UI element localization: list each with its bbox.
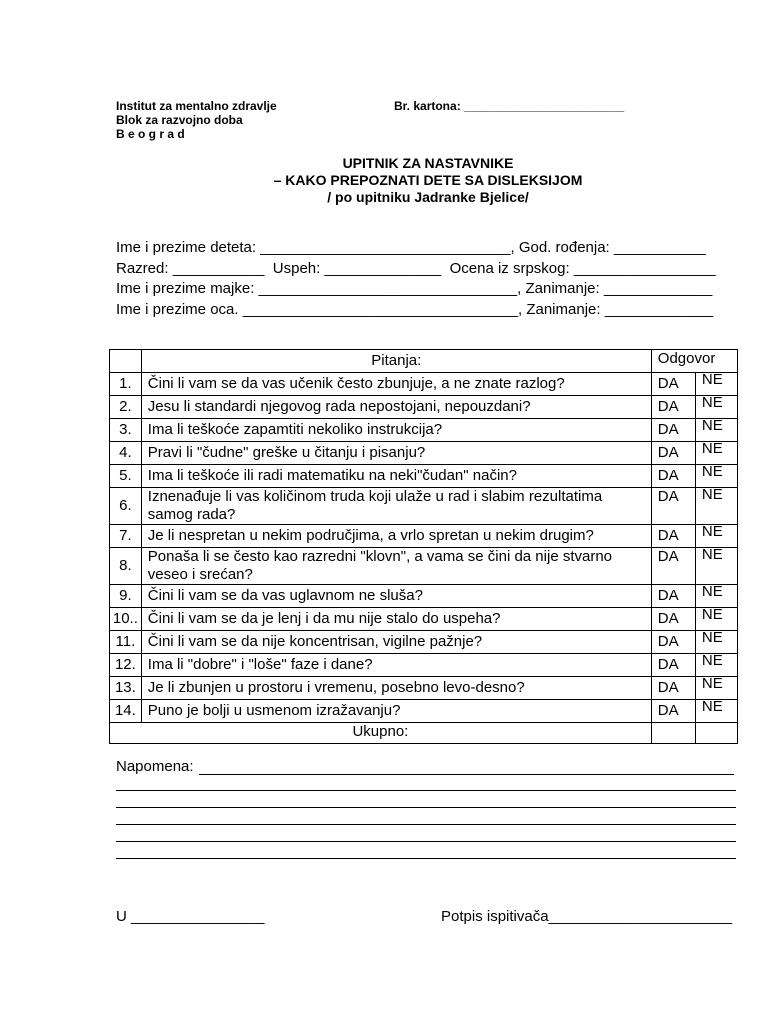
table-row xyxy=(110,654,738,677)
question-text: Čini li vam se da nije koncentrisan, vigilne pažnje? xyxy=(141,631,651,654)
table-row xyxy=(110,677,738,700)
question-text: Čini li vam se da je lenj i da mu nije stalo do uspeha? xyxy=(141,608,651,631)
notes-line[interactable] xyxy=(116,858,736,859)
header-question-cell: Pitanja: xyxy=(141,350,651,373)
examiner-signature-field[interactable]: Potpis ispitivača______________________ xyxy=(441,908,733,925)
father-field[interactable]: Ime i prezime oca. _________________________________, Zanimanje: _____________ xyxy=(116,301,714,318)
question-number: 12. xyxy=(110,654,142,677)
answer-yes[interactable]: DA xyxy=(651,488,695,525)
question-number: 8. xyxy=(110,548,142,585)
table-row xyxy=(110,396,738,419)
answer-yes[interactable]: DA xyxy=(651,373,695,396)
question-text: Puno je bolji u usmenom izražavanju? xyxy=(141,700,651,723)
class-grade-field[interactable]: Razred: ___________ Uspeh: ______________ Ocena iz srpskog: _________________ xyxy=(116,260,716,277)
notes-label: Napomena: xyxy=(116,758,198,775)
question-number: 2. xyxy=(110,396,142,419)
notes-line[interactable] xyxy=(199,774,734,775)
table-row xyxy=(110,631,738,654)
question-text: Pravi li "čudne" greške u čitanju i pisanju? xyxy=(141,442,651,465)
question-number: 1. xyxy=(110,373,142,396)
header-num-cell xyxy=(110,350,142,373)
answer-no[interactable]: NE xyxy=(695,442,737,465)
answer-yes[interactable]: DA xyxy=(651,654,695,677)
question-text: Čini li vam se da vas uglavnom ne sluša? xyxy=(141,585,651,608)
answer-no[interactable]: NE xyxy=(695,654,737,677)
answer-no[interactable]: NE xyxy=(695,631,737,654)
question-text: Je li zbunjen u prostoru i vremenu, posebno levo-desno? xyxy=(141,677,651,700)
answer-yes[interactable]: DA xyxy=(651,419,695,442)
title-line-1: UPITNIK ZA NASTAVNIKE xyxy=(342,155,514,171)
question-text: Je li nespretan u nekim područjima, a vrlo spretan u nekim drugim? xyxy=(141,525,651,548)
answer-yes[interactable]: DA xyxy=(651,677,695,700)
answer-no[interactable]: NE xyxy=(695,488,737,525)
question-text: Ponaša li se često kao razredni "klovn", a vama se čini da nije stvarno veseo i srećan? xyxy=(141,548,651,585)
table-row xyxy=(110,442,738,465)
total-yes-cell[interactable] xyxy=(651,723,695,744)
block-name: Blok za razvojno doba xyxy=(116,113,243,127)
questionnaire-table xyxy=(109,349,738,744)
notes-line[interactable] xyxy=(116,824,736,825)
total-row xyxy=(110,723,738,744)
question-number: 6. xyxy=(110,488,142,525)
table-header-row xyxy=(110,350,738,373)
table-row xyxy=(110,700,738,723)
total-no-cell[interactable] xyxy=(695,723,737,744)
answer-yes[interactable]: DA xyxy=(651,700,695,723)
institute-name: Institut za mentalno zdravlje xyxy=(116,99,277,113)
answer-yes[interactable]: DA xyxy=(651,585,695,608)
child-name-field[interactable]: Ime i prezime deteta: ______________________________, God. rođenja: ___________ xyxy=(116,239,706,256)
mother-field[interactable]: Ime i prezime majke: _______________________________, Zanimanje: _____________ xyxy=(116,280,713,297)
answer-no[interactable]: NE xyxy=(695,525,737,548)
table-row xyxy=(110,488,738,525)
table-row xyxy=(110,548,738,585)
question-number: 3. xyxy=(110,419,142,442)
notes-line[interactable] xyxy=(116,807,736,808)
city-name: B e o g r a d xyxy=(116,127,185,141)
answer-no[interactable]: NE xyxy=(695,396,737,419)
answer-no[interactable]: NE xyxy=(695,700,737,723)
question-number: 11. xyxy=(110,631,142,654)
answer-yes[interactable]: DA xyxy=(651,631,695,654)
question-text: Ima li teškoće zapamtiti nekoliko instrukcija? xyxy=(141,419,651,442)
header-answer-cell: Odgovor xyxy=(651,350,737,373)
question-number: 7. xyxy=(110,525,142,548)
table-row xyxy=(110,525,738,548)
answer-no[interactable]: NE xyxy=(695,585,737,608)
notes-line[interactable] xyxy=(116,790,736,791)
answer-yes[interactable]: DA xyxy=(651,465,695,488)
question-number: 10.. xyxy=(110,608,142,631)
place-field[interactable]: U ________________ xyxy=(116,908,265,925)
answer-no[interactable]: NE xyxy=(695,373,737,396)
answer-yes[interactable]: DA xyxy=(651,548,695,585)
question-text: Ima li "dobre" i "loše" faze i dane? xyxy=(141,654,651,677)
notes-line[interactable] xyxy=(116,841,736,842)
answer-yes[interactable]: DA xyxy=(651,442,695,465)
answer-yes[interactable]: DA xyxy=(651,396,695,419)
answer-no[interactable]: NE xyxy=(695,465,737,488)
question-number: 4. xyxy=(110,442,142,465)
table-row xyxy=(110,419,738,442)
table-row xyxy=(110,608,738,631)
answer-yes[interactable]: DA xyxy=(651,525,695,548)
total-label: Ukupno: xyxy=(110,723,652,744)
question-text: Jesu li standardi njegovog rada nepostojani, nepouzdani? xyxy=(141,396,651,419)
question-number: 14. xyxy=(110,700,142,723)
question-number: 13. xyxy=(110,677,142,700)
question-text: Ima li teškoće ili radi matematiku na neki"čudan" način? xyxy=(141,465,651,488)
question-text: Iznenađuje li vas količinom truda koji ulaže u rad i slabim rezultatima samog rada? xyxy=(141,488,651,525)
answer-no[interactable]: NE xyxy=(695,419,737,442)
table-row xyxy=(110,465,738,488)
answer-no[interactable]: NE xyxy=(695,608,737,631)
question-number: 9. xyxy=(110,585,142,608)
answer-yes[interactable]: DA xyxy=(651,608,695,631)
table-row xyxy=(110,585,738,608)
title-line-2: – KAKO PREPOZNATI DETE SA DISLEKSIJOM xyxy=(273,172,583,188)
table-row xyxy=(110,373,738,396)
card-number-field[interactable]: Br. kartona: ________________________ xyxy=(394,99,625,113)
answer-no[interactable]: NE xyxy=(695,548,737,585)
question-number: 5. xyxy=(110,465,142,488)
question-text: Čini li vam se da vas učenik često zbunjuje, a ne znate razlog? xyxy=(141,373,651,396)
title-line-3: / po upitniku Jadranke Bjelice/ xyxy=(327,189,529,205)
answer-no[interactable]: NE xyxy=(695,677,737,700)
